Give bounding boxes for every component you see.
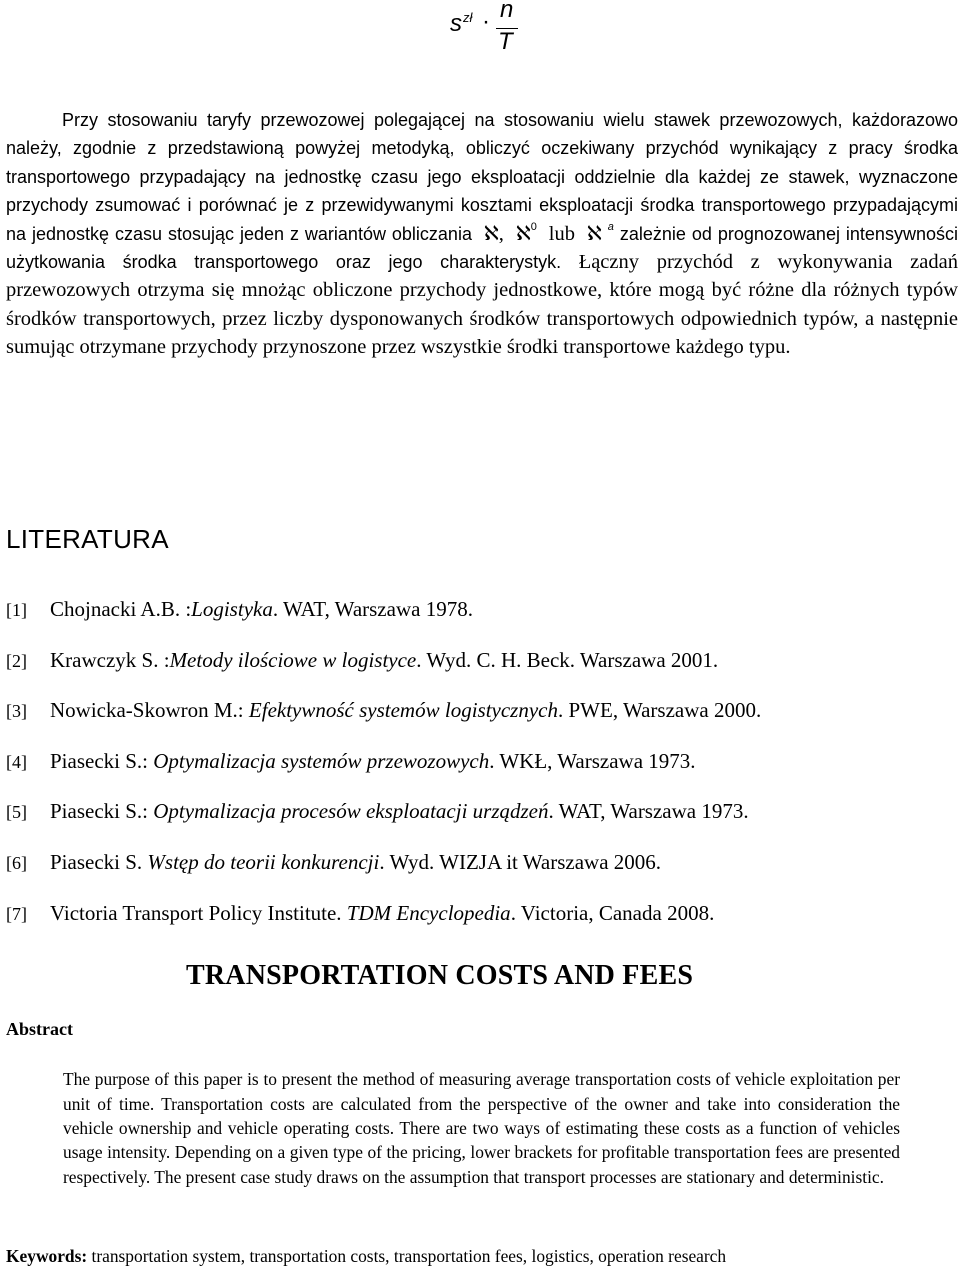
lub-word: lub [548,222,575,245]
reference-title: TDM Encyclopedia [346,900,511,925]
reference-author: Nowicka-Skowron M.: [50,698,249,723]
abstract-heading: Abstract [6,1019,73,1039]
paragraph-part-1: Przy stosowaniu taryfy przewozowej polegającej na stosowaniu wielu stawek przewozowych, każdorazowo należy, zgodnie z przedstawioną powyżej metodyką, obliczyć oczekiwany przychód wynikający z pracy środka transportowego przypadający na jednostkę czasu jego eksploatacji oddzielnie dla każdej ze stawek, wyznaczone przychody zsumować i porównać je z przewidywanymi kosztami eksploatacji środka transportowego przypadającymi na jednostkę czasu stosując jeden z wariantów obliczania [6,110,958,244]
reference-title: Metody ilościowe w logistyce [169,647,417,672]
body-paragraph [6,106,958,362]
reference-publisher: . Wyd. WIZJA it Warszawa 2006. [379,849,662,874]
reference-title: Efektywność systemów logistycznych [248,698,558,723]
aleph-zero-superscript: 0 [530,220,537,233]
reference-publisher: . WKŁ, Warszawa 1973. [489,748,696,773]
aleph-a-superscript: a [607,220,614,233]
reference-item [6,796,956,847]
reference-item [6,847,956,898]
reference-item [6,645,956,696]
reference-author: Piasecki S.: [50,748,154,773]
literature-heading: LITERATURA [6,524,169,554]
formula-numerator: n [500,0,514,23]
reference-number: [3] [6,701,27,722]
reference-publisher: . WAT, Warszawa 1978. [272,597,473,621]
reference-item [6,746,956,797]
reference-author: Piasecki S. [50,849,148,874]
reference-number: [6] [6,852,27,873]
reference-publisher: . Victoria, Canada 2008. [510,900,715,925]
reference-author: Piasecki S.: [50,799,154,824]
paragraph-part-3: Łączny przychód z wykonywania zadań przewozowych otrzyma się mnożąc obliczone przychody jednostkowe, które mogą być różne dla różnych typów środków transportowych, przez liczby dysponowanych środków transportowych odpowiednich typów, a następnie sumując otrzymane przychody przynoszone przez wszystkie środki transportowe każdego typu. [6,251,958,359]
english-title: TRANSPORTATION COSTS AND FEES [186,960,694,991]
reference-list [6,594,956,948]
reference-number: [4] [6,751,27,772]
formula-s-zl-n-over-t [446,0,526,60]
reference-title: Wstęp do teorii konkurencji [147,849,380,874]
reference-number: [7] [6,903,27,924]
reference-title: Logistyka [191,597,273,621]
keywords-text: transportation system, transportation costs, transportation fees, logistics, operation research [87,1246,727,1266]
reference-number: [5] [6,802,27,823]
formula-superscript: zł [463,10,473,25]
aleph-symbol: ℵ [483,222,499,245]
keywords-line [6,1244,956,1268]
paragraph-part-2: zależnie od prognozowanej intensywności użytkowania środka transportowego oraz jego charakterystyk. [6,223,958,273]
reference-title: Optymalizacja systemów przewozowych [153,748,490,773]
reference-item [6,594,956,645]
aleph-zero-symbol: ℵ [515,222,531,245]
keywords-label: Keywords: [6,1246,88,1266]
formula-denominator: T [498,28,513,55]
reference-publisher: . PWE, Warszawa 2000. [558,698,762,723]
reference-author: Chojnacki A.B. : [50,597,192,621]
reference-title: Optymalizacja procesów eksploatacji urządzeń [153,799,549,824]
reference-number: [1] [6,600,27,620]
formula-s: s [450,10,462,37]
formula-dot: · [482,8,490,35]
reference-number: [2] [6,650,27,671]
symbol-separator: , [498,222,504,245]
reference-author: Victoria Transport Policy Institute. [50,900,347,925]
abstract-text: The purpose of this paper is to present the method of measuring average transportation costs of vehicle exploitation per unit of time. Transportation costs are calculated from the perspective of the owner and take into consideration the vehicle ownership and vehicle operating costs. There are two ways of estimating these costs as a function of vehicles usage intensity. Depending on a given type of the pricing, lower brackets for profitable transportation fees are presented respectively. The present case study draws on the assumption that transport processes are stationary and deterministic. [63,1069,900,1187]
reference-item [6,898,956,949]
reference-item [6,695,956,746]
reference-author: Krawczyk S. : [50,647,170,672]
reference-publisher: . Wyd. C. H. Beck. Warszawa 2001. [416,647,719,672]
aleph-a-symbol: ℵ [586,222,602,245]
reference-publisher: . WAT, Warszawa 1973. [548,799,749,824]
